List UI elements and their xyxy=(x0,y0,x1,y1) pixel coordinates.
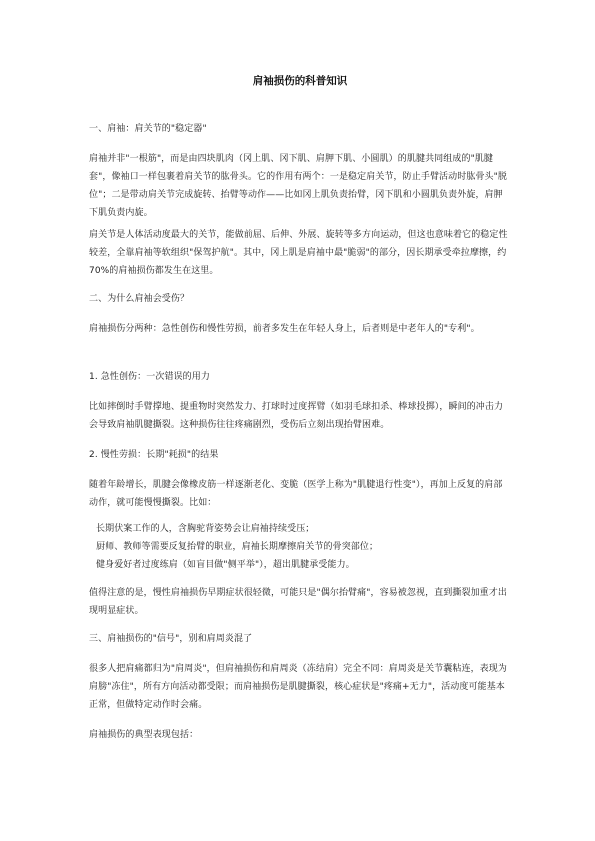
paragraph-acute-trauma: 比如摔倒时手臂撑地、提重物时突然发力、打球时过度挥臂（如羽毛球扣杀、棒球投掷），瞬间的冲击力会导致肩袖肌腱撕裂。这种损伤往往疼痛剧烈，受伤后立刻出现抬臂困难。 xyxy=(89,402,504,430)
paragraph-chronic-strain: 随着年龄增长，肌腱会像橡皮筋一样逐渐老化、变脆（医学上称为"肌腱退行性变"），再加上反复的肩部动作，就可能慢慢撕裂。比如： xyxy=(89,480,503,508)
paragraph-typical-symptoms-intro: 肩袖损伤的典型表现包括： xyxy=(89,730,199,740)
list-item: 厨师、教师等需要反复抬臂的职业，肩袖长期摩擦肩关节的骨突部位； xyxy=(96,542,379,552)
paragraph-rotator-cuff-intro: 肩袖并非"一根筋"，而是由四块肌肉（冈上肌、冈下肌、肩胛下肌、小圆肌）的肌腱共同组成的"肌腱套"，像袖口一样包裹着肩关节的肱骨头。它的作用有两个：一是稳定肩关节，防止手臂活动时肱骨头"脱位"；二是带动肩关节完成旋转、抬臂等动作——比如冈上肌负责抬臂，冈下肌和小圆肌负责外旋，肩胛下肌负责内旋。 xyxy=(89,154,507,218)
paragraph-injury-types: 肩袖损伤分两种：急性创伤和慢性劳损，前者多发生在年轻人身上，后者则是中老年人的"专利"。 xyxy=(89,324,480,334)
section-heading-1: 一、肩袖：肩关节的"稳定器" xyxy=(89,124,207,134)
document-page xyxy=(89,0,511,841)
subheading-chronic-strain: 2. 慢性劳损：长期"耗损"的结果 xyxy=(89,450,219,460)
paragraph-early-symptoms: 值得注意的是，慢性肩袖损伤早期症状很轻微，可能只是"偶尔抬臂痛"，容易被忽视，直到撕裂加重才出现明显症状。 xyxy=(89,588,507,616)
document-title: 肩袖损伤的科普知识 xyxy=(252,75,348,87)
paragraph-vs-frozen-shoulder: 很多人把肩痛都归为"肩周炎"，但肩袖损伤和肩周炎（冻结肩）完全不同：肩周炎是关节囊粘连，表现为肩膀"冻住"，所有方向活动都受限；而肩袖损伤是肌腱撕裂，核心症状是"疼痛+无力"，活动度可能基本正常，但做特定动作时会痛。 xyxy=(89,664,507,710)
paragraph-shoulder-joint: 肩关节是人体活动度最大的关节，能做前屈、后伸、外展、旋转等多方向运动，但这也意味着它的稳定性较差，全靠肩袖等软组织"保驾护航"。其中，冈上肌是肩袖中最"脆弱"的部分，因长期承受牵拉摩擦，约 70%的肩袖损伤都发生在这里。 xyxy=(89,230,508,276)
section-heading-2: 二、为什么肩袖会受伤？ xyxy=(89,294,190,304)
subheading-acute-trauma: 1. 急性创伤：一次错误的用力 xyxy=(89,372,210,382)
list-item: 健身爱好者过度练肩（如盲目做"侧平举"），超出肌腱承受能力。 xyxy=(96,560,355,570)
list-item: 长期伏案工作的人，含胸驼背姿势会让肩袖持续受压； xyxy=(96,524,315,534)
section-heading-3: 三、肩袖损伤的"信号"，别和肩周炎混了 xyxy=(89,634,253,644)
